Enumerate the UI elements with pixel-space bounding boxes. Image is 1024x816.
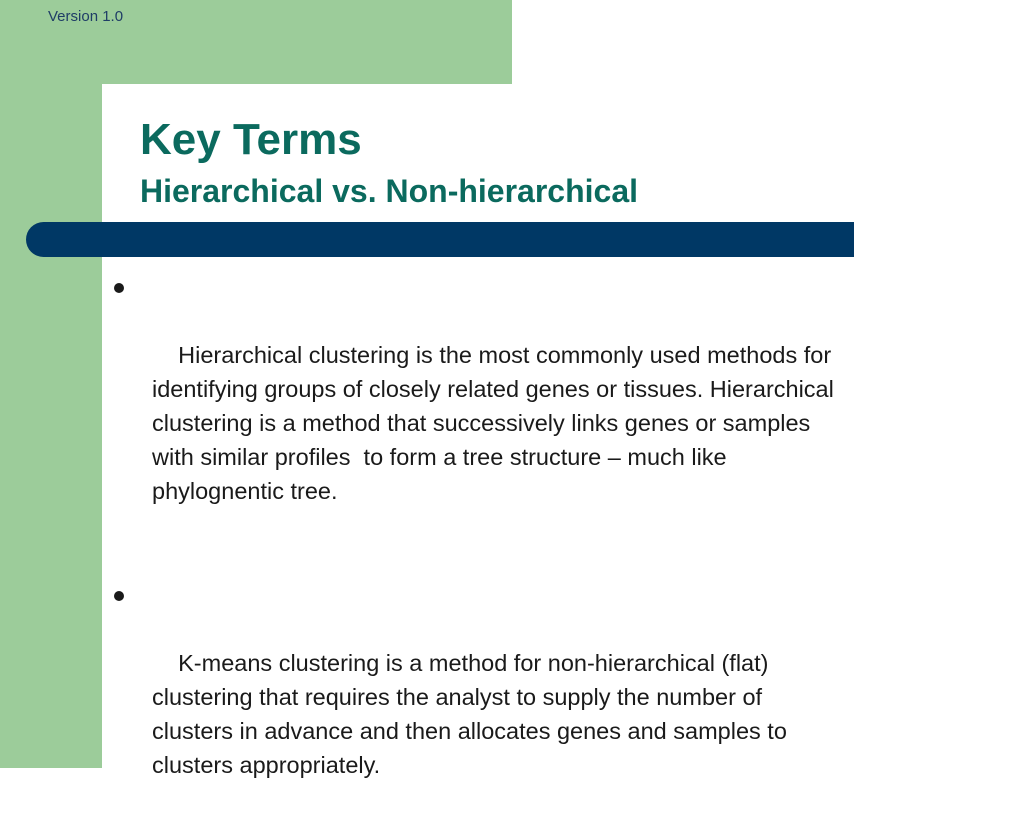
version-label: Version 1.0 [48, 8, 124, 25]
left-green-band [0, 0, 102, 768]
bullet-dot-icon [114, 283, 124, 293]
bullet-text: Hierarchical clustering is the most commonly used methods for identifying groups of closely related genes or tissues. Hierarchical clustering is a method that successively links genes or samples with similar profiles to form a tree structure – much like phylognentic tree. [152, 342, 834, 504]
bullet-list [108, 270, 988, 816]
slide-subtitle: Hierarchical vs. Non-hierarchical [140, 173, 638, 209]
slide-title: Key Terms [140, 115, 362, 164]
bullet-item-hierarchical [108, 270, 988, 542]
bullet-text: K-means clustering is a method for non-hierarchical (flat) clustering that requires the analyst to supply the number of clusters in advance and then allocates genes and samples to clusters appropriately. [152, 650, 787, 778]
title-divider-bar [26, 222, 854, 257]
bullet-item-kmeans [108, 578, 988, 816]
bullet-dot-icon [114, 591, 124, 601]
